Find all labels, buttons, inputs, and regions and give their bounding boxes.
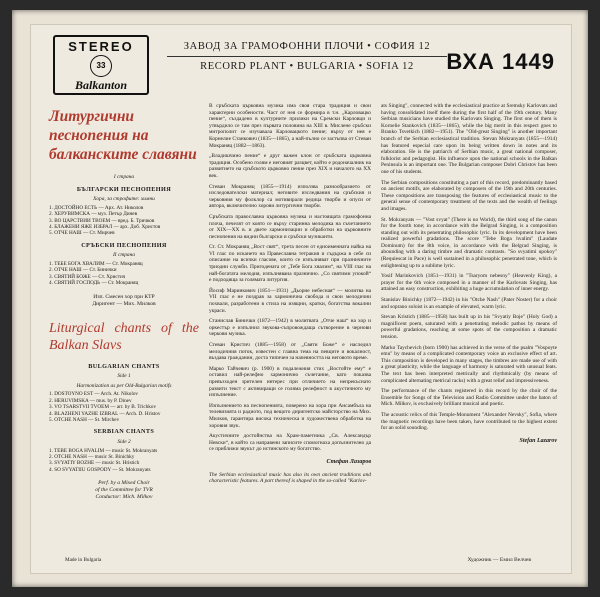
track-item: 5. OTCHE NASH — St. Mirchev xyxy=(49,417,120,424)
side2-label-latin: Side 2 xyxy=(117,439,131,446)
track-item: 2. ОТЧЕ НАШ — Ст. Бинички xyxy=(49,267,117,274)
record-sleeve-back xyxy=(12,10,588,587)
track-item: 1. ТЕБЕ БОГА ХВАЛИМ — Ст. Мокраняц xyxy=(49,261,143,267)
side1-label-cyrillic: I страна xyxy=(113,174,135,180)
liner-paragraph: St. Mokranyats — "Vost svyat" (There is no World), the third song of the canon for the fourth tone; in accordance with the Belgrad Singing, is a composition standing out with its penetrating philosophic lyric. In its development have been realized powerful gradations. The score "Tebe Boga hvalim" (Laudate Dominum) for the 8th voice, in accordance with the Belgrad Singing, is abounding with a daring timbre and dramatic contrasts. "So svyatimi upokoy" (Requiescat in Pace) is well sustained in a philosophic penetrated tone, which is enlightening up to a sublime lyric. xyxy=(381,216,557,269)
track-item: 4. SO SVYATIIU GOSPODY — St. Mokranyats xyxy=(49,466,151,473)
album-title-cyrillic: Литургични песнопения на балканските славяни xyxy=(49,108,197,163)
sleeve-paper xyxy=(30,24,572,574)
liner-paragraph-english-intro: The Serbian ecclesiastical music has also its own ancient traditions and characteristic features. A part thereof is shaped in the so-called "Karlov- xyxy=(209,471,371,485)
logo-stereo-label: STEREO xyxy=(68,39,134,54)
logo-brand-label: Balkanton xyxy=(74,78,128,92)
track-item: 4. BLAZHENI YAZHE IZBRAL — Arch. D. Hristov xyxy=(49,410,161,417)
liner-signature-cyrillic: Стефан Лазаров xyxy=(326,458,371,465)
plant-name-cyrillic: ЗАВОД ЗА ГРАМОФОННИ ПЛОЧИ • СОФИЯ 12 xyxy=(183,41,431,52)
track-item: 3. SVYATIY BOZHE — music St. Hristich xyxy=(49,460,140,467)
track-item: 2. ХЕРУВИМСКА — муз. Петър Динев xyxy=(49,211,138,218)
performer-latin xyxy=(49,480,199,501)
track-item: 4. СВЯТИЙ ГОСПОДЬ — Ст. Мокраняц xyxy=(49,280,139,287)
liner-paragraph: Марко Тайчевич (р. 1900) в подалежния стих „Востойте ему“ е оставил най-релефно хармонично съчетание, като показва превъзходен зрителен интерес при отличието на непрекъснато развити текст с активиращи се голяма релефност в акустичното му изпълнение. xyxy=(209,365,371,399)
sleeve-header xyxy=(47,35,555,91)
track-item: 1. ДОСТОЙНО ЕСТЬ — Арх. Ат. Николов xyxy=(49,204,144,211)
side1-sublabel-cyrillic: Хора, за строфите: химни xyxy=(93,196,155,203)
balkanton-logo xyxy=(53,35,149,95)
cover-artist-credit: Художник — Емил Велчев xyxy=(467,557,531,563)
track-item: 3. ВО ЦАРСТВИИ ТВОЕМ — вред. Б. Тричков xyxy=(49,217,155,224)
performer-cyrillic xyxy=(49,294,199,308)
liner-paragraph: The performance of the chants registered in this record by the choir of the Ensemble for Songs of the Television and Radio Committee under the baton of Mich. Milkov, is exclusively brilliant musical and poetic. xyxy=(381,388,557,408)
track-item: 2. OTCHE NASH — music St. Binichky xyxy=(49,454,135,461)
liner-paragraph: Сръбската православна църковна музика и настоящата грамофонна плоча, печелят от която се върху старинна мелодика на съчетанието от XIX—XX в. и двете хармонизации и обработки на църковните песнопения на видни български и сръбски музиканти. xyxy=(209,213,371,240)
bulgarian-chants-head-cyrillic: БЪЛГАРСКИ ПЕСНОПЕНИЯ xyxy=(76,185,172,193)
album-title-latin: Liturgical chants of the Balkan Slavs xyxy=(49,320,199,353)
liner-paragraph: The Serbian compositions constituting a part of this record, predominantly based on ancient motifs, are elaborated by composers of the 19th and 20th centuries. These compositions are transposing the features of ecclesiastical music to the general sense of contemporary treatment of the texts and the wealth of feelings and images. xyxy=(381,179,557,212)
catalog-number: ВХА 1449 xyxy=(446,49,555,74)
conductor-latin: Conductor: Mich. Milkov xyxy=(95,494,153,501)
liner-paragraph: ats Singing", connected with the ecclesiastical practice at Sremsky Karlovats and having consolidated itself there during the first half of the 19th century. Many Serbian musicians have studied the Karlovats Singing. The first one of them is Kornelie Stankovich (1835—1865), while the big merit in this respect goes to Branko Tsvetkich (1882—1951). The "Old-great Singing" is another important branch of the Serbian ecclesiastical tradition. Stevan Mokranyats (1855—1914) has featured especial care upon its being written down in notes and its elaboration. He is the patriarch of Serbian music, a great national composer, folklorist and pedagogist. His influence upon the national schools in the Balkan Peninsula is an important one. The Bulgarian composer Dobri Christov has been one of his students. xyxy=(381,103,557,175)
track-item: 5. ОТЧЕ НАШ — Ст. Мирчев xyxy=(49,230,115,237)
side2-label-cyrillic: II страна xyxy=(113,252,135,259)
performer-choir-latin-2: of the Committee for TVR xyxy=(95,487,153,494)
serbian-chants-head-cyrillic: СРЪБСКИ ПЕСНОПЕНИЯ xyxy=(81,241,167,249)
track-item: 1. TEBE BOGA HVALIM — music St. Mokranyats xyxy=(49,447,158,454)
serbian-chants-head-latin: SERBIAN CHANTS xyxy=(93,428,155,436)
tracklist-column xyxy=(49,103,199,501)
track-item: 2. HERUVIMSKA — mus. by P. Dinev xyxy=(49,397,132,404)
liner-paragraph: Стеван Кристич (1885—1958) от „Святи Боже“ е наследил мелодичния поток, известен с главна тема на певците и вокалност, въздава гражданин, доста типичен за напевността на неговото време. xyxy=(209,342,371,362)
track-item: 3. VO TSARSTVII TVOEM — arr. by B. Trichkov xyxy=(49,404,157,411)
side1-sublabel-latin: Harmonization as per Old-Bulgarian motifs xyxy=(76,382,172,389)
liner-paragraph: Акустичните достойнства на Храм-паметника „Св. Александър Невски“, в който са направени записите спомогнаха допълнително да се приближи звукът до истинското му богатство. xyxy=(209,433,371,453)
sleeve-body xyxy=(49,103,557,543)
liner-paragraph: Yosif Marinkovich (1851—1931) in "Tsaryom nebesny" (Heavenly King), a prayer for the 6th voice composed in a manner of the Karlovats Singing, has attained an easy construction, exhibiting a huge accumulation of inner energy. xyxy=(381,273,557,293)
liner-signature-latin: Stefan Lazarov xyxy=(519,437,557,444)
liner-paragraph: Stevan Kristich (1885—1958) has built up in his "Svyatiy Boje" (Holy God) a magnificent poem, saturated with a penetrating melodic pathos by means of powerful gradations, reaching at some spots of the composition a dramatic tension. xyxy=(381,314,557,340)
track-item: 1. DOSTOYNO EST — Arch. At. Nikolov xyxy=(49,391,139,398)
liner-notes-english xyxy=(381,103,557,444)
liner-paragraph: Стеван Мокраняц (1855—1914) използва разнообразието от изследователски материал; неговите изследвания на сръбския и черковния му фолклор са мотивирали редица творби и опуси от автора, включително хорови литургични творби. xyxy=(209,183,371,210)
performer-choir-cyrillic: Изп. Смесен хор при КТР xyxy=(93,293,155,300)
liner-paragraph: Ст. Ст. Мокраняц „Вост свят“, трета песен от едноименната найка на VI глас по искането на Правеславна тетракия и съдържа в себе си описание на всички гласове, които се изпълняват при празничните триодни служби. Пригодената от „Тебе Бога хвалим“, на VIII глас на най-богатата мелодия, изпълнявана празнично. „Со святими упокой“ е подходяща за голямата литургия. xyxy=(209,244,371,284)
liner-paragraph: Станислав Бинички (1872—1942) в молитвата „Отче наш“ на хор и оркестър е изпълнил звукова-съпровождаща сътворение в чернови черкови музика. xyxy=(209,318,371,338)
logo-disc-icon: 33 xyxy=(90,55,112,77)
side1-label-latin: Side 1 xyxy=(117,373,131,380)
track-item: 3. СВЯТИЙ БОЖЕ — Ст. Христич xyxy=(49,273,126,280)
plant-name-latin: RECORD PLANT • BULGARIA • SOFIA 12 xyxy=(200,61,414,72)
header-divider xyxy=(167,56,447,57)
conductor-cyrillic: Диригент — Мих. Милков xyxy=(92,300,156,307)
liner-paragraph: Йосиф Маринкович (1851—1931) „Дьорие небесная“ — молитва на VII глас е не поздрав за хармонична свобода и свои мелодични похвали, разработени в стила на изящни, кратки, богатства вокални украси. xyxy=(209,287,371,314)
liner-notes-bulgarian xyxy=(209,103,371,489)
liner-paragraph: „Владишчино пение“ е друг важен клон от сръбската църковна традиция. Особено голям е неговият разцвет, който е родоначалник на развитието на сръбското църковно пение през XIX и началото на XX век. xyxy=(209,153,371,179)
liner-paragraph: В сръбската църковна музика има своя стара традиция и свои характерни особености. Част от нея се формира в т.н. „Карловацко пение“, създадено в културните прилики на Сремски Карловци и утвърдило се там през първата половина на XIII в. Мисленe сръбски митрополит се изучавала Карловацкото пение; върху от нея е Корнелие Станкович (1835—1865), а най-пълно се застъпва от Стеван Мокраняц (1882—1863). xyxy=(209,103,371,149)
made-in-label: Made in Bulgaria xyxy=(65,557,102,563)
liner-paragraph: Stanislav Binichky (1872—1942) in his "Otche Nash" (Pater Noster) for a choir and soprano soloist is an example of elevated, warm lyric. xyxy=(381,297,557,310)
liner-paragraph: Изпълнението на песнопенията, поверено на хора при Ансамбъла на телевизията и радиото, под вещото диригентско майсторство на Мих. Милков, гарантира висока техническа и художествена обработка на хоровия звук. xyxy=(209,402,371,429)
liner-paragraph: Marko Taychevich (born 1900) has achieved in the verse of the psalm "Vospoyte emu" by means of a complicated contemporary voice an exclusive effect of art. This composition is developed in many stages, the timbres are made use of with a great plasticity, while the language of harmony is saturated with unusual feats. The text has been interpreted metrically and rhythmically (by means of complicated alternating metrical racks) with a great relief and impressiveness. xyxy=(381,344,557,384)
performer-choir-latin-1: Perf. by a Mixed Choir xyxy=(98,480,150,487)
liner-paragraph: The acoustic relics of this Temple-Monument "Alexander Nevsky", Sofia, where the magnetic recordings have been taken, have contributed to the highest extent for an solid sounding. xyxy=(381,411,557,432)
track-item: 4. БЛАЖЕНИ ЯЖЕ ИЗБРАЛ — арх. Доб. Христов xyxy=(49,224,161,230)
plant-info xyxy=(157,40,457,74)
bulgarian-chants-head-latin: BULGARIAN CHANTS xyxy=(88,362,160,370)
